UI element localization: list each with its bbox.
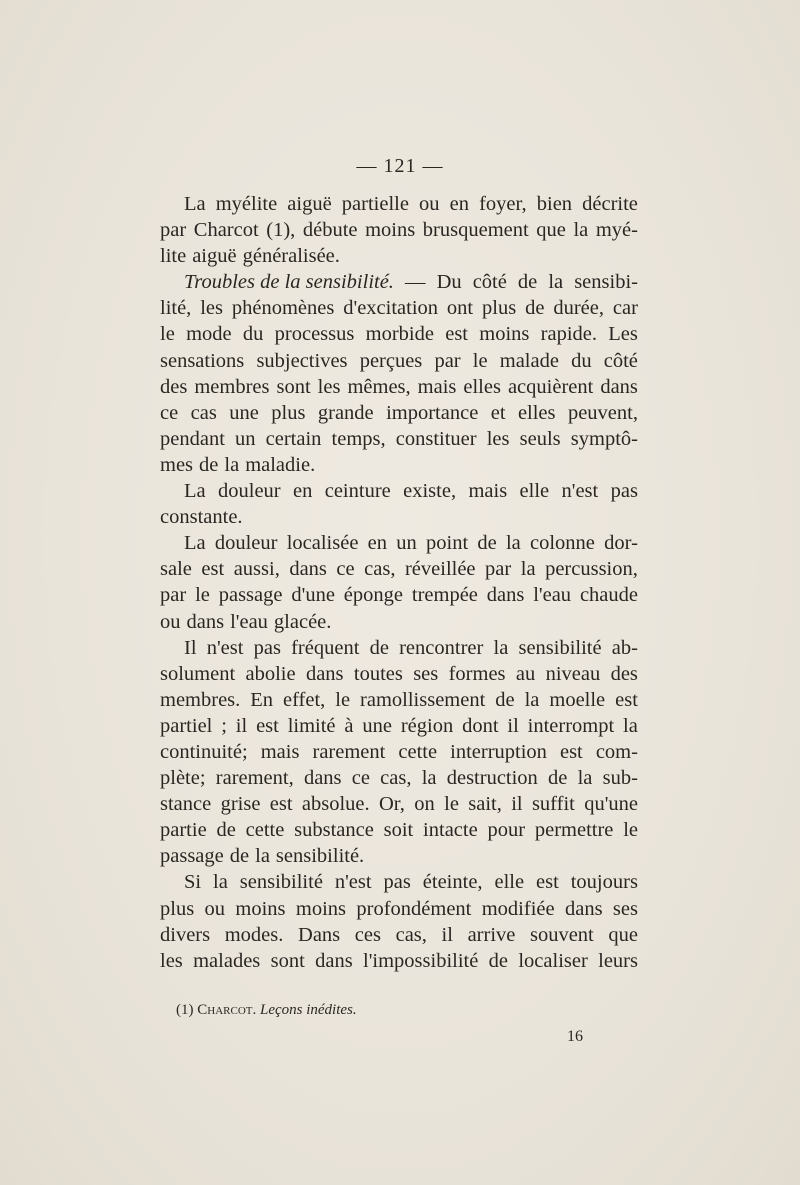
word: de xyxy=(548,767,568,790)
word: importance xyxy=(386,401,479,424)
word: membres. xyxy=(160,688,241,711)
word: subjectives xyxy=(256,349,348,372)
word: niveau xyxy=(545,662,601,685)
word: en xyxy=(293,480,313,503)
word: trempée xyxy=(411,584,478,607)
word: Si xyxy=(184,871,202,894)
footnote-marker: (1) xyxy=(176,1002,194,1018)
word: côté xyxy=(603,349,638,372)
word: ce xyxy=(336,558,355,581)
word: cette xyxy=(398,740,438,763)
word: solument xyxy=(160,662,236,685)
word: intacte xyxy=(423,819,478,842)
word: la xyxy=(493,636,509,659)
text-line xyxy=(160,478,638,504)
word: ses xyxy=(413,662,439,685)
word: aussi, xyxy=(233,558,280,581)
word: rarement xyxy=(312,740,386,763)
word: elle xyxy=(519,480,550,503)
word: cette xyxy=(245,819,285,842)
word: par xyxy=(485,558,512,581)
word: une xyxy=(362,714,392,737)
word: ; xyxy=(221,714,227,737)
word: toujours xyxy=(570,871,638,894)
word: fréquent xyxy=(291,636,360,659)
word: ramollissement xyxy=(360,688,486,711)
word: ab- xyxy=(611,636,638,659)
word: soit xyxy=(383,819,414,842)
word: cas, xyxy=(380,767,412,790)
word: n'est xyxy=(334,871,372,894)
word: mes xyxy=(160,453,194,476)
word: un xyxy=(396,532,417,555)
word: ou xyxy=(419,193,440,215)
word: point xyxy=(426,532,469,555)
word: de xyxy=(199,453,219,476)
word: de xyxy=(369,636,389,659)
word: dans xyxy=(186,610,225,633)
footnote-author: Charcot. xyxy=(197,1002,257,1018)
word: les xyxy=(160,949,183,972)
text-line xyxy=(160,922,638,948)
word: sensations xyxy=(160,349,245,372)
word: d'une xyxy=(291,584,335,607)
word: symptô- xyxy=(570,427,638,450)
word: sensibilité xyxy=(518,636,602,659)
word: il xyxy=(511,793,523,816)
word: phénomènes xyxy=(231,297,335,320)
text-line xyxy=(160,687,638,713)
word: plus xyxy=(271,401,306,424)
word: abolie xyxy=(245,662,296,685)
word: myé- xyxy=(595,219,638,242)
word: existe, xyxy=(403,480,457,503)
word: sale xyxy=(160,558,192,581)
word: des xyxy=(610,662,638,685)
word: au xyxy=(515,662,536,685)
word: dor- xyxy=(604,532,638,555)
word: un xyxy=(235,427,256,450)
word: pendant xyxy=(160,427,225,450)
word: mais xyxy=(468,480,508,503)
text-line xyxy=(160,791,638,817)
word: localiser xyxy=(518,949,588,972)
word: éteinte, xyxy=(422,871,483,894)
word: la xyxy=(505,532,521,555)
word: malades xyxy=(193,949,261,972)
word: sait, xyxy=(468,793,502,816)
word: localisée xyxy=(286,532,359,555)
word: n'est xyxy=(561,480,599,503)
word: malade xyxy=(499,349,559,372)
word: éponge xyxy=(343,584,403,607)
word: il xyxy=(235,714,248,737)
word: sub- xyxy=(602,767,638,790)
word: dans xyxy=(600,375,638,398)
word: n'est xyxy=(206,636,244,659)
word: ou xyxy=(160,610,181,633)
word: et xyxy=(490,401,506,424)
word: sont xyxy=(276,375,311,398)
word: il xyxy=(441,923,453,946)
word: l'eau xyxy=(230,610,268,633)
word: permettre xyxy=(534,819,614,842)
word: processus xyxy=(274,323,355,346)
text-line xyxy=(160,191,638,217)
word: rarement, xyxy=(215,767,294,790)
text-line xyxy=(160,896,638,922)
word: réveillée xyxy=(404,558,476,581)
word: qu'une xyxy=(584,793,638,816)
word: acquièrent xyxy=(507,375,594,398)
word: le xyxy=(195,584,210,607)
word: mêmes, xyxy=(347,375,411,398)
word: est xyxy=(201,558,225,581)
word: rencontrer xyxy=(399,636,484,659)
word: modifiée xyxy=(481,897,555,920)
word: — xyxy=(405,271,426,294)
word: substance xyxy=(294,819,374,842)
word: par xyxy=(434,349,461,372)
word: du xyxy=(242,323,264,346)
word: partie xyxy=(160,819,207,842)
word: moelle xyxy=(549,688,606,711)
word: ont xyxy=(446,297,474,320)
word: la xyxy=(623,714,638,737)
word: La xyxy=(184,193,206,215)
word: rapide. xyxy=(540,323,598,346)
word: une xyxy=(229,401,259,424)
word: arrive xyxy=(467,923,516,946)
word: modes. xyxy=(224,923,284,946)
word: plète; xyxy=(160,767,206,790)
word: Les xyxy=(608,323,638,346)
text-line xyxy=(160,530,638,556)
word: interruption xyxy=(450,740,547,763)
word: ce xyxy=(160,401,179,424)
word: dans xyxy=(289,558,327,581)
text-line xyxy=(160,504,638,530)
word: de xyxy=(495,688,515,711)
word: est xyxy=(256,714,279,737)
word: cas, xyxy=(364,558,396,581)
word: grande xyxy=(317,401,374,424)
word: com- xyxy=(595,740,638,763)
word: myélite xyxy=(215,193,278,215)
word: le xyxy=(444,793,459,816)
word: les xyxy=(486,427,510,450)
text-line xyxy=(160,217,638,243)
text-line xyxy=(160,635,638,661)
word: limité xyxy=(287,714,336,737)
word: est xyxy=(445,323,468,346)
word: le xyxy=(623,819,638,842)
word: que xyxy=(608,923,638,946)
word: Il xyxy=(184,636,197,659)
word: plus xyxy=(160,897,195,920)
word: toutes xyxy=(353,662,403,685)
word: aiguë xyxy=(192,245,237,268)
word: de xyxy=(525,297,545,320)
word: dans xyxy=(305,662,344,685)
word: l'impossibilité xyxy=(363,949,479,972)
word: de xyxy=(488,949,509,972)
word: par xyxy=(160,584,187,607)
word: côté xyxy=(472,271,507,294)
word: lite xyxy=(160,245,187,268)
word: ce xyxy=(351,767,370,790)
word: moins xyxy=(479,323,530,346)
word: La xyxy=(184,480,206,503)
word: destruction xyxy=(446,767,538,790)
word: seuls xyxy=(519,427,561,450)
word: cas, xyxy=(395,923,427,946)
word: percussion, xyxy=(545,558,638,581)
word: sensibilité. xyxy=(275,845,365,868)
word: interrompt xyxy=(527,714,615,737)
word: foyer, xyxy=(479,193,527,215)
word: mais xyxy=(417,375,457,398)
word: (1), xyxy=(266,219,296,242)
word: dont xyxy=(462,714,499,737)
word: la xyxy=(577,767,593,790)
word: elles xyxy=(517,401,556,424)
word: plus xyxy=(482,297,517,320)
word: la xyxy=(213,871,228,894)
word: cas xyxy=(190,401,217,424)
signature-mark: 16 xyxy=(567,1028,583,1045)
word: souvent xyxy=(529,923,594,946)
word: stance xyxy=(160,793,212,816)
word: Du xyxy=(436,271,462,294)
word: pas xyxy=(610,480,638,503)
word: moins xyxy=(365,219,416,242)
word: décrite xyxy=(582,193,638,215)
word: par xyxy=(160,219,187,242)
word: sensibi- xyxy=(574,271,638,294)
word: grise xyxy=(220,793,261,816)
word: est xyxy=(559,740,583,763)
word: pour xyxy=(487,819,526,842)
section-heading: Troubles de la sensibilité. xyxy=(184,271,394,294)
word: sensibilité xyxy=(239,871,323,894)
word: En xyxy=(250,688,274,711)
text-line xyxy=(160,713,638,739)
word: partielle xyxy=(341,193,409,215)
word: lité, xyxy=(160,297,192,320)
text-line xyxy=(160,295,638,321)
word: en xyxy=(367,532,388,555)
word: de xyxy=(229,845,250,868)
word: ceinture xyxy=(324,480,391,503)
word: d'excitation xyxy=(343,297,439,320)
text-line xyxy=(160,400,638,426)
word: il xyxy=(507,714,519,737)
text-line xyxy=(160,948,638,974)
word: du xyxy=(571,349,592,372)
word: généralisée. xyxy=(242,245,340,268)
text-line xyxy=(160,556,638,582)
word: leurs xyxy=(598,949,638,972)
word: La xyxy=(184,532,206,555)
footnote xyxy=(176,1002,357,1019)
word: maladie. xyxy=(245,453,316,476)
text-line xyxy=(160,582,638,608)
word: partiel xyxy=(160,714,213,737)
word: glacée. xyxy=(273,610,332,633)
word: absolue. xyxy=(301,793,370,816)
text-line xyxy=(160,243,638,269)
word: car xyxy=(612,297,638,320)
word: pas xyxy=(253,636,281,659)
word: le xyxy=(335,688,351,711)
word: de xyxy=(517,271,538,294)
word: les xyxy=(200,297,223,320)
word: la xyxy=(224,453,240,476)
word: ou xyxy=(204,897,226,920)
word: colonne xyxy=(530,532,595,555)
word: les xyxy=(317,375,341,398)
word: continuité; xyxy=(160,740,248,763)
word: la xyxy=(520,558,536,581)
body-text xyxy=(160,191,638,974)
word: moins xyxy=(235,897,286,920)
text-line xyxy=(160,321,638,347)
word: de xyxy=(477,532,497,555)
word: sont xyxy=(270,949,305,972)
text-line xyxy=(160,348,638,374)
word: divers xyxy=(160,923,211,946)
word: constituer xyxy=(395,427,477,450)
text-line xyxy=(160,426,638,452)
text-line xyxy=(160,452,638,478)
text-line xyxy=(160,739,638,765)
word: le xyxy=(472,349,488,372)
word: est xyxy=(615,688,638,711)
word: membres xyxy=(194,375,270,398)
word: l'eau xyxy=(533,584,572,607)
word: passage xyxy=(160,845,224,868)
text-line xyxy=(160,269,638,295)
word: certain xyxy=(265,427,322,450)
word: dans xyxy=(486,584,525,607)
footnote-title: Leçons inédites. xyxy=(259,1002,357,1018)
word: on xyxy=(414,793,435,816)
word: ces xyxy=(354,923,381,946)
word: ses xyxy=(612,897,638,920)
word: débute xyxy=(302,219,358,242)
word: région xyxy=(400,714,454,737)
word: la xyxy=(421,767,437,790)
word: de xyxy=(216,819,236,842)
word: à xyxy=(344,714,354,737)
word: formes xyxy=(448,662,506,685)
text-line xyxy=(160,661,638,687)
word: douleur xyxy=(218,480,281,503)
word: pas xyxy=(383,871,411,894)
word: dans xyxy=(315,949,353,972)
word: le xyxy=(160,323,175,346)
word: profondément xyxy=(356,897,472,920)
word: elle xyxy=(494,871,525,894)
word: douleur xyxy=(214,532,278,555)
word: Dans xyxy=(298,923,341,946)
word: mode xyxy=(186,323,232,346)
text-line xyxy=(160,765,638,791)
word: dans xyxy=(564,897,603,920)
word: la xyxy=(524,688,540,711)
word: perçues xyxy=(359,349,423,372)
word: des xyxy=(160,375,188,398)
word: la xyxy=(255,845,270,868)
text-line xyxy=(160,843,638,869)
word: bien xyxy=(536,193,573,215)
word: dans xyxy=(303,767,342,790)
word: elles xyxy=(463,375,501,398)
word: la xyxy=(573,219,589,242)
word: constante. xyxy=(160,506,243,529)
word: passage xyxy=(218,584,283,607)
word: est xyxy=(536,871,559,894)
text-line xyxy=(160,609,638,635)
word: aiguë xyxy=(287,193,332,215)
word: brusquement xyxy=(422,219,529,242)
page-number: — 121 — xyxy=(356,155,444,177)
word: morbide xyxy=(365,323,434,346)
word: temps, xyxy=(331,427,386,450)
word: est xyxy=(269,793,293,816)
word: suffit xyxy=(531,793,575,816)
word: chaude xyxy=(579,584,638,607)
word: durée, xyxy=(553,297,604,320)
word: que xyxy=(536,219,566,242)
word: Charcot xyxy=(193,219,259,242)
word: Or, xyxy=(379,793,405,816)
word: la xyxy=(548,271,564,294)
text-line xyxy=(160,869,638,895)
word: effet, xyxy=(283,688,326,711)
text-line xyxy=(160,817,638,843)
word: mais xyxy=(260,740,300,763)
word: peuvent, xyxy=(567,401,638,424)
word: moins xyxy=(295,897,347,920)
word: en xyxy=(449,193,469,215)
text-line xyxy=(160,374,638,400)
